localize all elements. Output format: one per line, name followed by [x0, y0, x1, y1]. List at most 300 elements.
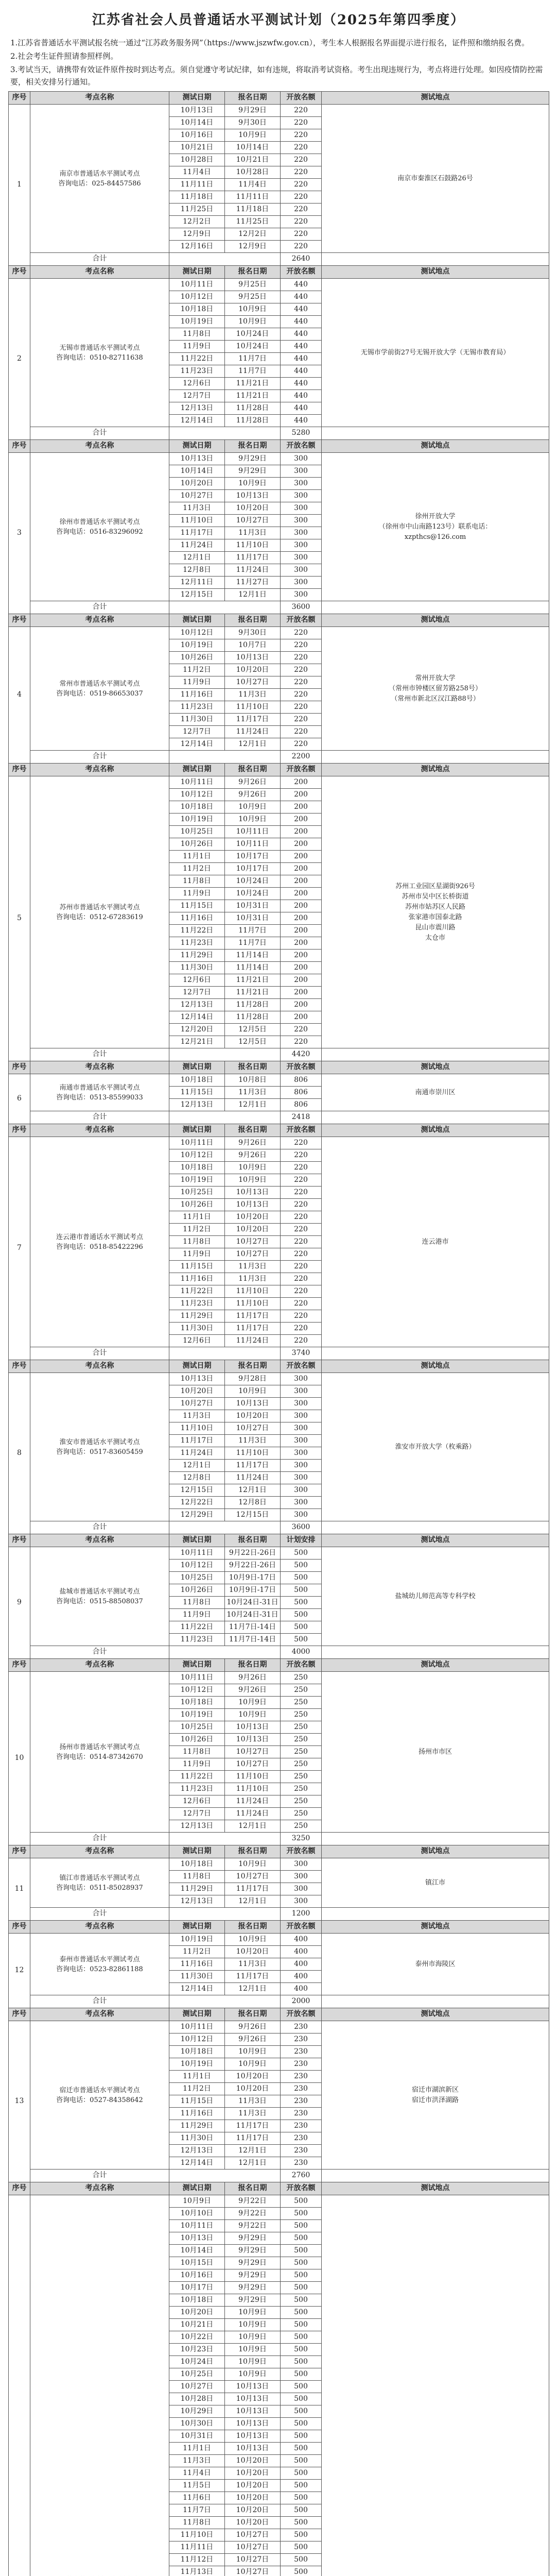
note-2: 2.社会考生证件照请参照样例。: [10, 52, 118, 61]
reg-date-cell: 11月17日: [225, 2132, 281, 2145]
total-place-blank: [322, 1521, 549, 1534]
test-date-cell: 10月18日: [169, 1858, 225, 1871]
site-header: 考点名称: [30, 266, 169, 279]
note-1: 1.江苏省普通话水平测试报名统一通过“江苏政务服务网”（https://www.jszwfw.gov.cn），考生本人根据报名界面提示进行报名，证件照和缴纳报名费。: [10, 38, 529, 47]
table-row: [9, 1074, 549, 1087]
seats-cell: 220: [281, 228, 322, 241]
test-date-cell: 11月1日: [169, 2443, 225, 2455]
seats-cell: 200: [281, 789, 322, 801]
seats-cell: 200: [281, 1011, 322, 1024]
place-header: 测试地点: [322, 614, 549, 627]
test-date-cell: 11月22日: [169, 353, 225, 365]
test-date-cell: 10月24日: [169, 2356, 225, 2368]
reg-date-cell: 11月17日: [225, 1460, 281, 1472]
seats-cell: 300: [281, 577, 322, 589]
test-date-cell: 11月29日: [169, 2120, 225, 2132]
reg-date-cell: 10月13日: [225, 2405, 281, 2418]
reg-date-cell: 10月9日: [225, 1709, 281, 1721]
test-date-cell: 12月22日: [169, 1497, 225, 1509]
place-header: 测试地点: [322, 1659, 549, 1672]
seats-cell: 200: [281, 875, 322, 888]
test-date-cell: 10月20日: [169, 478, 225, 490]
total-label: 合计: [30, 1347, 169, 1360]
seats-cell: 500: [281, 1584, 322, 1597]
test-date-cell: 10月13日: [169, 1373, 225, 1385]
seats-cell: 500: [281, 2554, 322, 2566]
reg-date-cell: 12月1日: [225, 1895, 281, 1908]
test-date-header: 测试日期: [169, 1659, 225, 1672]
reg-date-cell: 10月9日: [225, 316, 281, 328]
test-date-cell: 10月10日: [169, 2208, 225, 2220]
total-blank: [169, 1521, 281, 1534]
section-seq: 5: [9, 776, 30, 1061]
section-header-row: [9, 1659, 549, 1672]
place-header: 测试地点: [322, 764, 549, 776]
reg-date-cell: 9月30日: [225, 627, 281, 639]
test-date-cell: 12月1日: [169, 1460, 225, 1472]
test-date-cell: 10月23日: [169, 2344, 225, 2356]
seats-cell: 250: [281, 1771, 322, 1783]
reg-date-cell: 10月11日: [225, 838, 281, 851]
seats-cell: 300: [281, 1895, 322, 1908]
seats-cell: 250: [281, 1721, 322, 1734]
test-date-cell: 11月25日: [169, 204, 225, 216]
reg-date-cell: 11月17日: [225, 1971, 281, 1983]
reg-date-header: 报名日期: [225, 1921, 281, 1934]
notes: [8, 37, 549, 88]
seats-cell: 200: [281, 900, 322, 912]
test-date-cell: 12月15日: [169, 589, 225, 601]
seats-cell: 200: [281, 826, 322, 838]
seats-header: 开放名额: [281, 1845, 322, 1858]
seats-cell: 300: [281, 1858, 322, 1871]
reg-date-cell: 9月26日: [225, 789, 281, 801]
section-header-row: [9, 2182, 549, 2195]
place-header: 测试地点: [322, 1124, 549, 1137]
test-date-header: 测试日期: [169, 2182, 225, 2195]
seats-cell: 300: [281, 1484, 322, 1497]
table-row: [9, 1137, 549, 1149]
table-row: [9, 453, 549, 465]
reg-date-cell: 10月13日: [225, 1187, 281, 1199]
seats-cell: 400: [281, 1971, 322, 1983]
table-row: [9, 1547, 549, 1560]
seats-cell: 220: [281, 117, 322, 129]
reg-date-cell: 9月28日: [225, 1373, 281, 1385]
reg-date-cell: 10月27日: [225, 1248, 281, 1261]
reg-date-cell: 11月14日: [225, 950, 281, 962]
section-header-row: [9, 1124, 549, 1137]
seats-cell: 300: [281, 502, 322, 515]
seats-cell: 230: [281, 2120, 322, 2132]
reg-date-cell: 10月31日: [225, 900, 281, 912]
test-date-cell: 10月16日: [169, 2269, 225, 2282]
seats-cell: 440: [281, 353, 322, 365]
test-date-cell: 11月30日: [169, 2132, 225, 2145]
total-value: 2000: [281, 1995, 322, 2008]
seats-cell: 500: [281, 2467, 322, 2480]
section-place: 无锡市学前街27号无锡开放大学（无锡市教育局）: [322, 279, 549, 427]
reg-date-cell: 10月9日: [225, 814, 281, 826]
reg-date-cell: 11月3日: [225, 2108, 281, 2120]
section-place: 扬州市市区: [322, 1672, 549, 1833]
test-date-cell: 11月2日: [169, 863, 225, 875]
section-seq: 6: [9, 1074, 30, 1124]
seq-header: 序号: [9, 1061, 30, 1074]
seats-cell: 220: [281, 1248, 322, 1261]
total-place-blank: [322, 1347, 549, 1360]
site-header: 考点名称: [30, 764, 169, 776]
test-date-cell: 11月22日: [169, 925, 225, 937]
test-date-cell: 10月11日: [169, 776, 225, 789]
test-date-cell: 10月19日: [169, 814, 225, 826]
section-place: 苏州工业园区星湖街926号 苏州市吴中区长桥街道 苏州市姑苏区人民路 张家港市国泰北路 昆山市震川路 太仓市: [322, 776, 549, 1048]
section-header-row: [9, 614, 549, 627]
section-site: 泰州市普通话水平测试考点 咨询电话：0523-82861188: [30, 1934, 169, 1995]
test-date-header: 测试日期: [169, 1534, 225, 1547]
reg-date-cell: 10月9日: [225, 1934, 281, 1946]
reg-date-cell: 9月29日: [225, 2232, 281, 2245]
test-date-cell: 11月2日: [169, 664, 225, 676]
reg-date-cell: 9月26日: [225, 1672, 281, 1684]
seats-cell: 230: [281, 2021, 322, 2033]
reg-date-cell: 11月3日: [225, 689, 281, 701]
reg-date-header: 报名日期: [225, 764, 281, 776]
reg-date-cell: 11月3日: [225, 1958, 281, 1971]
test-date-cell: 11月24日: [169, 539, 225, 552]
test-date-cell: 11月15日: [169, 1261, 225, 1273]
seq-header: 序号: [9, 1360, 30, 1373]
seats-cell: 500: [281, 2208, 322, 2220]
seq-header: 序号: [9, 266, 30, 279]
site-header: 考点名称: [30, 1360, 169, 1373]
section-place: 镇江市: [322, 1858, 549, 1908]
total-value: 2200: [281, 751, 322, 764]
test-date-cell: 10月21日: [169, 2319, 225, 2331]
reg-date-cell: 11月7日: [225, 925, 281, 937]
seats-cell: 500: [281, 2368, 322, 2381]
test-date-cell: 11月15日: [169, 1087, 225, 1099]
total-place-blank: [322, 751, 549, 764]
seats-cell: 400: [281, 1983, 322, 1995]
seats-cell: 300: [281, 564, 322, 577]
test-date-cell: 12月7日: [169, 1808, 225, 1820]
site-header: 考点名称: [30, 614, 169, 627]
place-header: 测试地点: [322, 1845, 549, 1858]
seats-cell: 440: [281, 390, 322, 402]
seats-cell: 500: [281, 2504, 322, 2517]
reg-date-header: 报名日期: [225, 92, 281, 105]
test-date-cell: 10月9日: [169, 2195, 225, 2208]
seats-cell: 500: [281, 2257, 322, 2269]
test-date-cell: 10月27日: [169, 1398, 225, 1410]
reg-date-header: 报名日期: [225, 1124, 281, 1137]
test-date-cell: 12月13日: [169, 1820, 225, 1833]
test-date-cell: 11月8日: [169, 1597, 225, 1609]
seats-cell: 500: [281, 2443, 322, 2455]
seats-cell: 220: [281, 738, 322, 751]
seats-cell: 300: [281, 515, 322, 527]
test-date-cell: 10月26日: [169, 838, 225, 851]
reg-date-cell: 11月18日: [225, 204, 281, 216]
total-label: 合计: [30, 1521, 169, 1534]
test-date-cell: 11月9日: [169, 888, 225, 900]
section-site: 淮安市普通话水平测试考点 咨询电话：0517-83605459: [30, 1373, 169, 1521]
seats-cell: 300: [281, 527, 322, 539]
total-value: 3740: [281, 1347, 322, 1360]
reg-date-cell: 10月27日: [225, 676, 281, 689]
section-site: 镇江市普通话水平测试考点 咨询电话：0511-85028937: [30, 1858, 169, 1908]
test-date-cell: 12月2日: [169, 216, 225, 228]
reg-date-cell: 10月9日: [225, 1174, 281, 1187]
seq-header: 序号: [9, 1124, 30, 1137]
total-label: 合计: [30, 1048, 169, 1061]
reg-date-cell: 10月27日: [225, 1758, 281, 1771]
reg-date-cell: 11月25日: [225, 216, 281, 228]
section-header-row: [9, 266, 549, 279]
test-date-cell: 11月22日: [169, 1285, 225, 1298]
test-date-cell: 10月19日: [169, 1709, 225, 1721]
reg-date-cell: 10月24日: [225, 341, 281, 353]
test-date-cell: 12月8日: [169, 564, 225, 577]
seats-cell: 220: [281, 726, 322, 738]
seats-cell: 200: [281, 999, 322, 1011]
seats-cell: 500: [281, 2517, 322, 2529]
total-row: [9, 427, 549, 440]
seats-cell: 400: [281, 1946, 322, 1958]
reg-date-cell: 10月9日-17日: [225, 1572, 281, 1584]
test-date-cell: 12月29日: [169, 1509, 225, 1521]
section-place: [322, 2195, 549, 2576]
reg-date-cell: 10月20日: [225, 2504, 281, 2517]
site-header: 考点名称: [30, 1921, 169, 1934]
reg-date-cell: 11月10日: [225, 1783, 281, 1795]
reg-date-cell: 10月11日: [225, 826, 281, 838]
total-row: [9, 1833, 549, 1845]
seats-cell: 440: [281, 291, 322, 303]
seats-cell: 440: [281, 365, 322, 378]
seats-cell: 500: [281, 2294, 322, 2307]
reg-date-cell: 10月13日: [225, 1199, 281, 1211]
site-header: 考点名称: [30, 1124, 169, 1137]
seats-header: 开放名额: [281, 1921, 322, 1934]
reg-date-cell: 11月27日: [225, 577, 281, 589]
seats-cell: 806: [281, 1087, 322, 1099]
reg-date-cell: 11月7日: [225, 937, 281, 950]
seats-header: 开放名额: [281, 1659, 322, 1672]
test-date-cell: 10月25日: [169, 1721, 225, 1734]
table-row: [9, 1373, 549, 1385]
reg-date-cell: 10月20日: [225, 1946, 281, 1958]
reg-date-cell: 12月1日: [225, 1820, 281, 1833]
reg-date-cell: 9月29日: [225, 453, 281, 465]
reg-date-cell: 11月3日: [225, 527, 281, 539]
reg-date-cell: 12月15日: [225, 1509, 281, 1521]
seats-header: 开放名额: [281, 1124, 322, 1137]
seats-cell: 220: [281, 1224, 322, 1236]
seats-cell: 500: [281, 1560, 322, 1572]
test-date-cell: 11月1日: [169, 1211, 225, 1224]
reg-date-cell: 10月9日: [225, 2356, 281, 2368]
reg-date-cell: 10月13日: [225, 1734, 281, 1746]
test-date-cell: 11月8日: [169, 1746, 225, 1758]
total-value: 4420: [281, 1048, 322, 1061]
test-date-cell: 10月12日: [169, 1560, 225, 1572]
reg-date-cell: 10月9日: [225, 478, 281, 490]
test-date-cell: 10月19日: [169, 2058, 225, 2071]
reg-date-cell: 11月17日: [225, 552, 281, 564]
test-date-header: 测试日期: [169, 764, 225, 776]
reg-date-cell: 11月28日: [225, 402, 281, 415]
reg-date-cell: 11月24日: [225, 726, 281, 738]
seats-cell: 200: [281, 987, 322, 999]
test-date-cell: 11月16日: [169, 2108, 225, 2120]
test-date-cell: 10月18日: [169, 1162, 225, 1174]
test-date-cell: 10月29日: [169, 2405, 225, 2418]
section-site: 常州市普通话水平测试考点 咨询电话：0519-86653037: [30, 627, 169, 751]
test-date-cell: 10月12日: [169, 627, 225, 639]
test-date-cell: 11月16日: [169, 1958, 225, 1971]
total-blank: [169, 1048, 281, 1061]
test-date-cell: 11月1日: [169, 851, 225, 863]
test-date-header: 测试日期: [169, 92, 225, 105]
total-label: 合计: [30, 1995, 169, 2008]
test-date-cell: 10月17日: [169, 2282, 225, 2294]
seats-cell: 500: [281, 2232, 322, 2245]
total-label: 合计: [30, 253, 169, 266]
total-value: 3250: [281, 1833, 322, 1845]
reg-date-cell: 11月17日: [225, 2120, 281, 2132]
reg-date-header: 报名日期: [225, 266, 281, 279]
test-date-header: 测试日期: [169, 614, 225, 627]
seats-cell: 300: [281, 1460, 322, 1472]
test-date-cell: 12月9日: [169, 228, 225, 241]
seats-cell: 220: [281, 1036, 322, 1048]
section-site: 南京市普通话水平测试考点 咨询电话：025-84457586: [30, 105, 169, 253]
reg-date-cell: 10月13日: [225, 2393, 281, 2405]
seats-cell: 220: [281, 701, 322, 714]
test-date-cell: 11月2日: [169, 1224, 225, 1236]
reg-date-cell: 10月27日: [225, 515, 281, 527]
seats-cell: 300: [281, 1509, 322, 1521]
test-date-cell: 11月29日: [169, 1310, 225, 1323]
reg-date-cell: 9月25日: [225, 279, 281, 291]
test-date-cell: 11月23日: [169, 937, 225, 950]
reg-date-cell: 11月3日: [225, 1261, 281, 1273]
seats-cell: 300: [281, 1883, 322, 1895]
test-date-cell: 10月11日: [169, 1547, 225, 1560]
section-header-row: [9, 1061, 549, 1074]
test-date-cell: 10月20日: [169, 1385, 225, 1398]
test-date-cell: 11月11日: [169, 2541, 225, 2554]
seats-cell: 220: [281, 1174, 322, 1187]
seats-cell: 220: [281, 627, 322, 639]
test-date-cell: 11月8日: [169, 2517, 225, 2529]
test-date-cell: 11月1日: [169, 2071, 225, 2083]
seats-cell: 200: [281, 776, 322, 789]
test-date-cell: 12月7日: [169, 726, 225, 738]
section-seq: 10: [9, 1672, 30, 1845]
seats-cell: 300: [281, 589, 322, 601]
reg-date-cell: 11月3日: [225, 1273, 281, 1285]
reg-date-cell: 11月21日: [225, 378, 281, 390]
reg-date-cell: 10月13日: [225, 1721, 281, 1734]
schedule-table: [8, 91, 549, 2576]
reg-date-cell: 11月3日: [225, 2095, 281, 2108]
reg-date-cell: 10月27日: [225, 2554, 281, 2566]
seats-cell: 220: [281, 1149, 322, 1162]
seats-cell: 230: [281, 2108, 322, 2120]
reg-date-cell: 10月20日: [225, 664, 281, 676]
reg-date-cell: 10月20日: [225, 2480, 281, 2492]
table-row: [9, 2021, 549, 2033]
total-blank: [169, 427, 281, 440]
test-date-cell: 11月10日: [169, 2529, 225, 2541]
seats-cell: 300: [281, 552, 322, 564]
seats-cell: 220: [281, 714, 322, 726]
seats-cell: 440: [281, 378, 322, 390]
test-date-cell: 11月23日: [169, 1634, 225, 1646]
reg-date-cell: 11月21日: [225, 987, 281, 999]
reg-date-cell: 11月14日: [225, 962, 281, 974]
test-date-cell: 12月14日: [169, 415, 225, 427]
reg-date-header: 报名日期: [225, 2182, 281, 2195]
section-place: 宿迁市湖滨新区 宿迁市洪泽湖路: [322, 2021, 549, 2170]
seats-cell: 500: [281, 2356, 322, 2368]
reg-date-cell: 11月10日: [225, 1447, 281, 1460]
seats-cell: 230: [281, 2145, 322, 2157]
seats-cell: 220: [281, 241, 322, 253]
reg-date-cell: 12月1日: [225, 1099, 281, 1111]
test-date-cell: 10月11日: [169, 1137, 225, 1149]
test-date-cell: 10月31日: [169, 2430, 225, 2443]
seats-cell: 200: [281, 950, 322, 962]
total-value: 2640: [281, 253, 322, 266]
page-title: 江苏省社会人员普通话水平测试计划（2025年第四季度）: [92, 12, 465, 28]
seats-cell: 440: [281, 415, 322, 427]
seats-cell: 230: [281, 2071, 322, 2083]
section-header-row: [9, 92, 549, 105]
test-date-cell: 11月23日: [169, 365, 225, 378]
total-value: 2418: [281, 1111, 322, 1124]
test-date-cell: 12月11日: [169, 577, 225, 589]
test-date-cell: 11月30日: [169, 962, 225, 974]
seats-cell: 500: [281, 1621, 322, 1634]
reg-date-cell: 11月24日: [225, 564, 281, 577]
total-row: [9, 253, 549, 266]
place-header: 测试地点: [322, 440, 549, 453]
seats-header: 开放名额: [281, 1360, 322, 1373]
site-header: 考点名称: [30, 1845, 169, 1858]
table-row: [9, 1672, 549, 1684]
seats-header: 开放名额: [281, 2182, 322, 2195]
section-place: 常州开放大学 （常州市钟楼区留芳路258号） （常州市新北区汉江路88号）: [322, 627, 549, 751]
seats-cell: 500: [281, 2319, 322, 2331]
test-date-header: 测试日期: [169, 1845, 225, 1858]
seats-cell: 500: [281, 2393, 322, 2405]
seats-cell: 440: [281, 341, 322, 353]
section-place: 徐州开放大学 （徐州市中山南路123号）联系电话： xzpthcs@126.com: [322, 453, 549, 601]
total-value: 3600: [281, 1521, 322, 1534]
section-header-row: [9, 440, 549, 453]
test-date-cell: 12月20日: [169, 1024, 225, 1036]
reg-date-cell: 9月29日: [225, 2282, 281, 2294]
seats-cell: 230: [281, 2157, 322, 2170]
reg-date-cell: 9月22日: [225, 2220, 281, 2232]
reg-date-cell: 10月27日: [225, 2529, 281, 2541]
site-header: 考点名称: [30, 2182, 169, 2195]
seats-cell: 440: [281, 303, 322, 316]
